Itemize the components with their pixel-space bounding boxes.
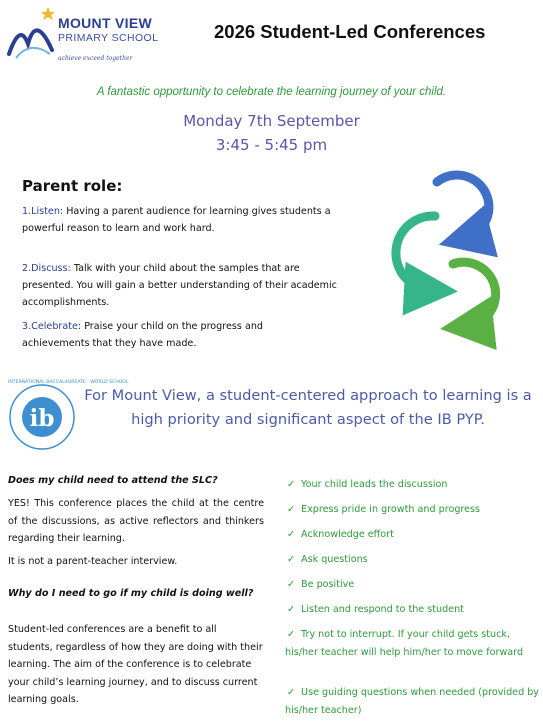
teal-cycle-arrow-icon	[396, 216, 435, 290]
ib-world-school-logo	[8, 380, 129, 451]
blue-cycle-arrow-icon	[437, 175, 489, 238]
parent-role-item-celebrate	[22, 318, 282, 352]
checklist-item: ✓ Express pride in growth and progress	[287, 504, 481, 515]
role-item-key: 2.Discuss:	[22, 263, 71, 274]
checklist-item: ✓ Use guiding questions when needed (provided by his/her teacher)	[285, 687, 539, 716]
logo-tagline: achieve exceed together	[58, 55, 133, 62]
ib-logo-text: ib	[29, 405, 55, 432]
school-logo	[6, 4, 176, 68]
mountain-logo-icon	[6, 4, 62, 68]
star-icon	[41, 7, 55, 20]
checkmark-icon: ✓	[287, 687, 296, 698]
checklist-item: ✓ Ask questions	[287, 554, 368, 565]
event-subtitle: A fantastic opportunity to celebrate the learning journey of your child.	[96, 86, 447, 98]
checkmark-icon: ✓	[287, 604, 296, 615]
ib-statement: For Mount View, a student-centered approach to learning is a high priority and significant aspect of the IB PYP.	[84, 387, 532, 428]
logo-name-line2: PRIMARY SCHOOL	[58, 32, 159, 44]
event-date: Monday 7th September	[183, 112, 360, 130]
parent-role-heading: Parent role:	[22, 177, 123, 195]
faq-question-doing-well: Why do I need to go if my child is doing well?	[8, 588, 254, 599]
faq-answer-doing-well: Student-led conferences are a benefit to all students, regardless of how they are doing with their learning. The aim of the conference is to celebrate your child’s learning journey, and to discuss current learning goals.	[8, 624, 263, 705]
role-item-key: 1.Listen:	[22, 206, 64, 217]
green-cycle-arrow-icon	[453, 262, 496, 326]
checkmark-icon: ✓	[287, 554, 296, 565]
checkmark-icon: ✓	[287, 504, 296, 515]
checkmark-icon: ✓	[287, 629, 296, 640]
logo-name-line1: MOUNT VIEW	[58, 15, 152, 31]
faq-question-attend: Does my child need to attend the SLC?	[8, 475, 218, 486]
role-item-text: Praise your child on the progress and achievements that they have made.	[22, 321, 263, 349]
checkmark-icon: ✓	[287, 479, 296, 490]
parent-role-item-discuss	[22, 260, 342, 311]
checkmark-icon: ✓	[287, 579, 296, 590]
event-time: 3:45 - 5:45 pm	[215, 136, 328, 154]
role-item-text: Talk with your child about the samples that are presented. You will gain a better understanding of their academic accomplishments.	[22, 263, 337, 308]
role-item-text: Having a parent audience for learning gives students a powerful reason to learn and work hard.	[22, 206, 331, 234]
checkmark-icon: ✓	[287, 529, 296, 540]
cycle-arrows-graphic	[395, 168, 507, 338]
checklist-item: ✓ Acknowledge effort	[287, 529, 394, 540]
checklist-item: ✓ Listen and respond to the student	[287, 604, 464, 615]
faq-answer-not-interview: It is not a parent-teacher interview.	[8, 556, 178, 567]
ib-logo-icon	[8, 380, 129, 451]
checklist-item: ✓ Be positive	[287, 579, 355, 590]
faq-answer-attend: YES! This conference places the child at the centre of the discussions, as active reflectors and thinkers regarding their learning.	[8, 498, 264, 544]
checklist-item: ✓ Your child leads the discussion	[287, 479, 448, 490]
checklist-item: ✓ Try not to interrupt. If your child gets stuck, his/her teacher will help him/her to move forward	[285, 629, 524, 658]
ib-ring-text: INTERNATIONAL BACCALAUREATE · WORLD SCHOOL	[8, 380, 129, 385]
parent-role-item-listen	[22, 203, 342, 237]
role-item-key: 3.Celebrate:	[22, 321, 82, 332]
page-title: 2026 Student-Led Conferences	[214, 21, 486, 42]
